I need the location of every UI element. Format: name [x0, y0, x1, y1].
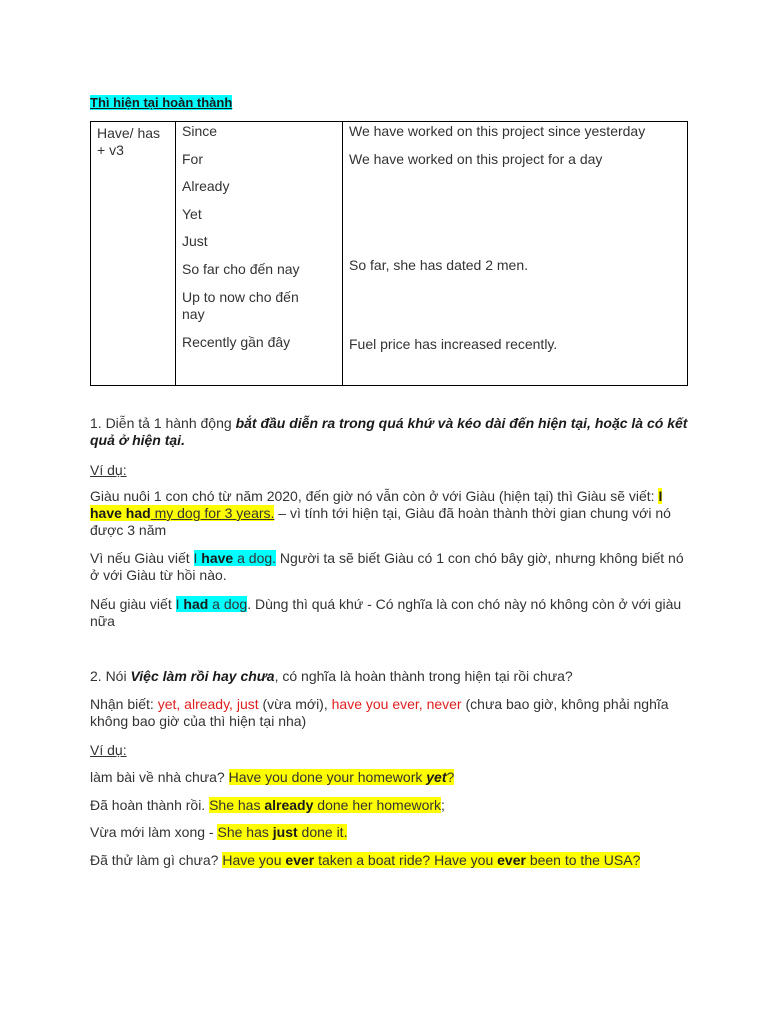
keywords-cell: [176, 122, 343, 386]
section1-paragraph-1: Giàu nuôi 1 con chó từ năm 2020, đến giờ nó vẫn còn ở với Giàu (hiện tại) thì Giàu sẽ viết: I have had my dog for 3 years. – vì tính tới hiện tại, Giàu đã hoàn thành thời gian chung với nó được 3 năm: [90, 488, 671, 538]
formula-line-2: + v3: [97, 142, 124, 158]
example-so-far: So far, she has dated 2 men.: [349, 257, 529, 273]
example-recently: Fuel price has increased recently.: [349, 336, 558, 352]
section2-recognition: Nhận biết: yet, already, just (vừa mới), have you ever, never (chưa bao giờ, không phải nghĩa không bao giờ của thì hiện tại nha): [90, 696, 669, 729]
section2-example-4: Đã thử làm gì chưa? Have you ever taken a boat ride? Have you ever been to the USA?: [90, 852, 641, 868]
formula-cell: [91, 122, 176, 386]
examples-cell: [343, 122, 688, 386]
page-title: Thì hiện tại hoàn thành: [90, 95, 233, 110]
formula-line-1: Have/ has: [97, 125, 161, 141]
keyword-since: Since: [182, 123, 218, 139]
keyword-yet: Yet: [182, 206, 202, 222]
section1-heading: 1. Diễn tả 1 hành động bắt đầu diễn ra trong quá khứ và kéo dài đến hiện tại, hoặc là có kết quả ở hiện tại.: [90, 415, 688, 448]
tense-table: [90, 121, 688, 386]
keyword-so-far: So far cho đến nay: [182, 261, 300, 277]
example-since: We have worked on this project since yesterday: [349, 123, 646, 139]
section2-example-1: làm bài về nhà chưa? Have you done your homework yet?: [90, 769, 455, 785]
keyword-already: Already: [182, 178, 230, 194]
section2-example-3: Vừa mới làm xong - She has just done it.: [90, 824, 348, 840]
keyword-just: Just: [182, 233, 208, 249]
keyword-recently: Recently gần đây: [182, 334, 291, 350]
keyword-up-to-now: Up to now cho đến nay: [182, 289, 299, 322]
example-for: We have worked on this project for a day: [349, 151, 603, 167]
keyword-for: For: [182, 151, 203, 167]
section2-example-2: Đã hoàn thành rồi. She has already done her homework;: [90, 797, 445, 813]
section1-paragraph-3: Nếu giàu viết I had a dog. Dùng thì quá khứ - Có nghĩa là con chó này nó không còn ở với giàu nữa: [90, 596, 682, 629]
section2-heading: 2. Nói Việc làm rồi hay chưa, có nghĩa là hoàn thành trong hiện tại rồi chưa?: [90, 668, 573, 684]
section1-example-label: Ví dụ:: [90, 462, 127, 478]
section2-example-label: Ví dụ:: [90, 742, 127, 758]
section1-paragraph-2: Vì nếu Giàu viết I have a dog. Người ta sẽ biết Giàu có 1 con chó bây giờ, nhưng không biết nó ở với Giàu từ hồi nào.: [90, 550, 684, 583]
